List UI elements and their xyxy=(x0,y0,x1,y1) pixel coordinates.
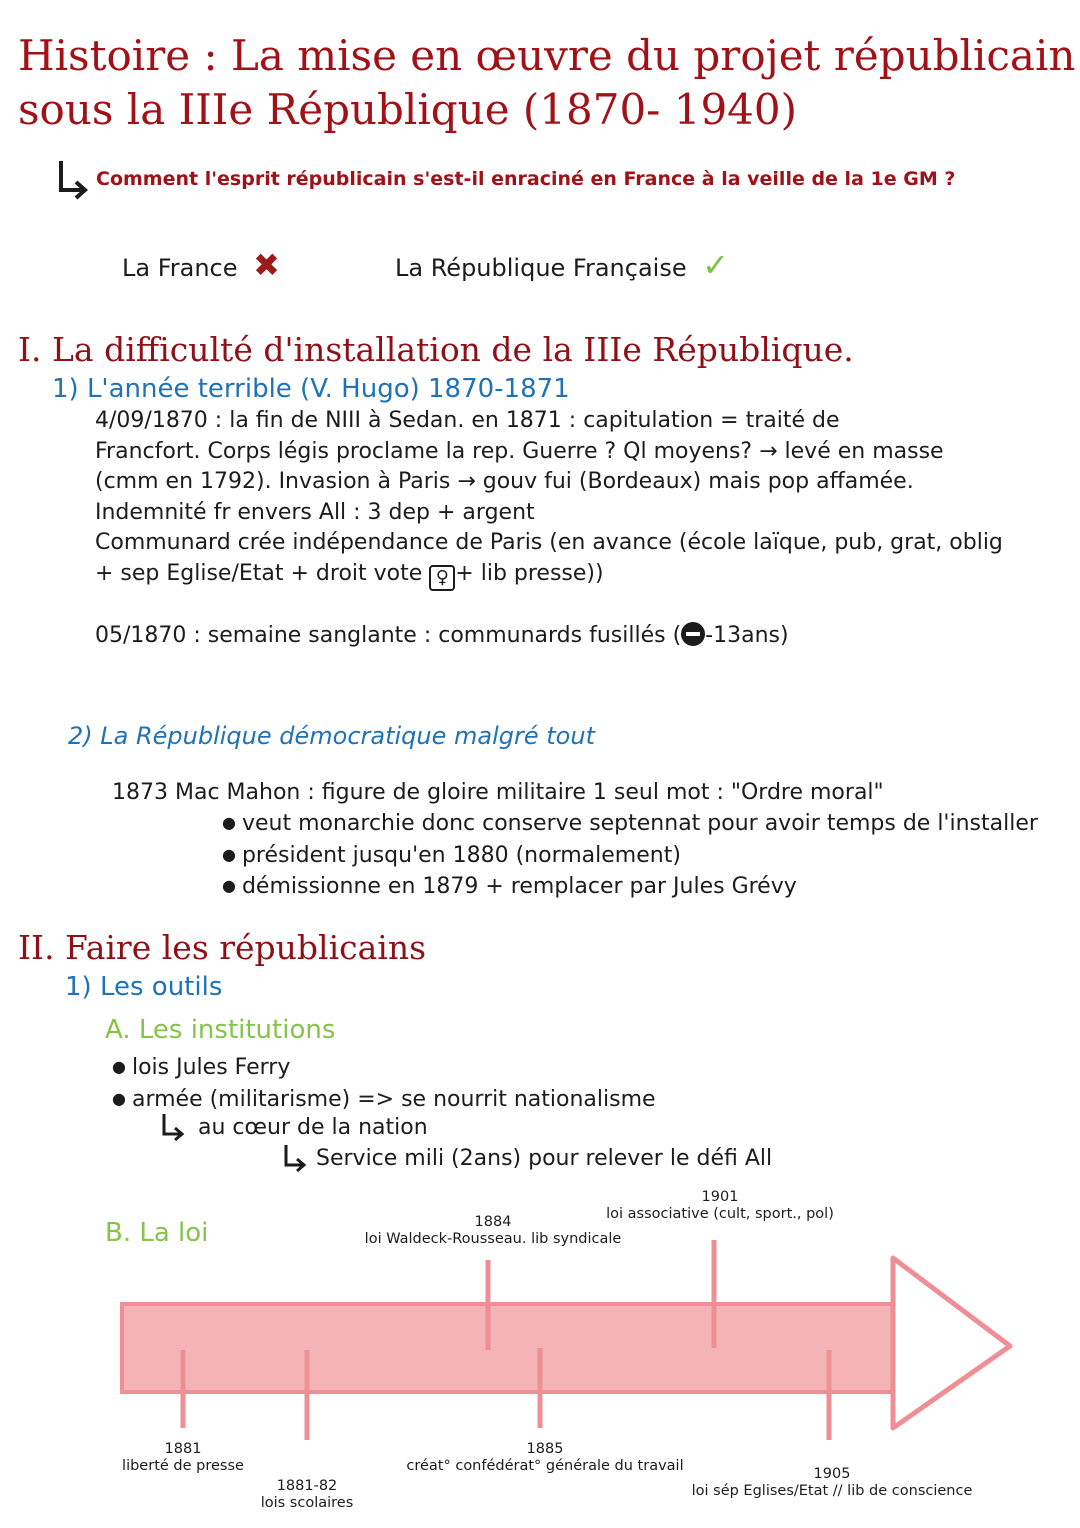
event-label: loi sép Eglises/Etat // lib de conscience xyxy=(691,1483,973,1499)
section-2-a-heading: A. Les institutions xyxy=(105,1015,336,1045)
body-line: 4/09/1870 : la fin de NIII à Sedan. en 1871 : capitulation = traité de xyxy=(95,408,840,433)
timeline-event-1884 xyxy=(358,1214,628,1248)
event-label: loi Waldeck-Rousseau. lib syndicale xyxy=(364,1231,622,1247)
bullet-item: ● président jusqu'en 1880 (normalement) xyxy=(222,840,1038,872)
event-label: créat° confédérat° générale du travail xyxy=(406,1458,684,1474)
cross-icon: ✖ xyxy=(253,246,280,284)
timeline-event-1881 xyxy=(100,1441,266,1475)
timeline-event-1901 xyxy=(600,1189,840,1223)
timeline-bar xyxy=(122,1304,897,1392)
event-year: 1905 xyxy=(813,1466,851,1482)
comparison-wrong-label: La France xyxy=(122,254,238,282)
body-line: Francfort. Corps légis proclame la rep. Guerre ? Ql moyens? → levé en masse xyxy=(95,438,944,464)
event-year: 1884 xyxy=(474,1214,512,1230)
title-line-1: Histoire : La mise en œuvre du projet républicain xyxy=(18,31,1076,80)
section-2-b-heading: B. La loi xyxy=(105,1218,209,1248)
section-1-sub-1-heading: 1) L'année terrible (V. Hugo) 1870-1871 xyxy=(52,374,570,404)
section-2-heading: II. Faire les républicains xyxy=(18,928,427,967)
minus-circle-icon xyxy=(681,622,705,646)
return-arrow-icon xyxy=(160,1112,186,1142)
timeline-event-1905 xyxy=(690,1466,974,1500)
section-1-sub-2-bullets xyxy=(222,808,1038,903)
check-icon: ✓ xyxy=(702,246,730,284)
guiding-question: Comment l'esprit républicain s'est-il enraciné en France à la veille de la 1e GM ? xyxy=(96,168,956,190)
timeline-arrow xyxy=(0,1240,1080,1440)
timeline-arrowhead xyxy=(893,1258,1010,1428)
body-line: (cmm en 1792). Invasion à Paris → gouv fui (Bordeaux) mais pop affamée. xyxy=(95,469,914,494)
event-year: 1881-82 xyxy=(276,1478,338,1494)
sub-arrow-line-2: Service mili (2ans) pour relever le défi All xyxy=(316,1146,773,1171)
timeline-event-1881-82 xyxy=(224,1478,390,1512)
body-line: + sep Eglise/Etat + droit vote ♀ + lib presse)) xyxy=(95,559,1003,591)
section-1-sub-1-body xyxy=(95,406,1003,651)
section-1-sub-2-intro: 1873 Mac Mahon : figure de gloire militaire 1 seul mot : "Ordre moral" xyxy=(112,780,884,805)
comparison-right xyxy=(395,246,730,284)
bullet-item: ● armée (militarisme) => se nourrit nationalisme xyxy=(112,1084,656,1116)
return-arrow-icon xyxy=(56,158,90,200)
section-1-heading: I. La difficulté d'installation de la IIIe République. xyxy=(18,330,854,369)
event-year: 1885 xyxy=(526,1441,564,1457)
female-symbol-icon: ♀ xyxy=(429,565,455,591)
section-1-sub-2-heading: 2) La République démocratique malgré tout xyxy=(68,722,595,750)
bullet-item: ● démissionne en 1879 + remplacer par Jules Grévy xyxy=(222,871,1038,903)
return-arrow-icon xyxy=(282,1143,308,1173)
sub-arrow-line-1: au cœur de la nation xyxy=(198,1115,428,1140)
bullet-item: ● lois Jules Ferry xyxy=(112,1052,656,1084)
event-label: loi associative (cult, sport., pol) xyxy=(606,1206,834,1222)
event-year: 1881 xyxy=(164,1441,202,1457)
event-label: liberté de presse xyxy=(122,1458,244,1474)
event-year: 1901 xyxy=(701,1189,739,1205)
bullet-item: ● veut monarchie donc conserve septennat pour avoir temps de l'installer xyxy=(222,808,1038,840)
section-2-bullets xyxy=(112,1052,656,1115)
title-line-2: sous la IIIe République (1870- 1940) xyxy=(18,85,797,134)
comparison-wrong xyxy=(122,246,280,284)
body-line: 05/1870 : semaine sanglante : communards fusillés ( -13ans) xyxy=(95,622,789,648)
event-label: lois scolaires xyxy=(260,1495,354,1511)
timeline-event-1885 xyxy=(400,1441,690,1475)
body-line: Indemnité fr envers All : 3 dep + argent xyxy=(95,499,535,525)
page-title xyxy=(18,28,1075,138)
comparison-right-label: La République Française xyxy=(395,254,687,282)
section-2-sub-1-heading: 1) Les outils xyxy=(65,972,223,1002)
body-line: Communard crée indépendance de Paris (en avance (école laïque, pub, grat, oblig xyxy=(95,530,1003,555)
